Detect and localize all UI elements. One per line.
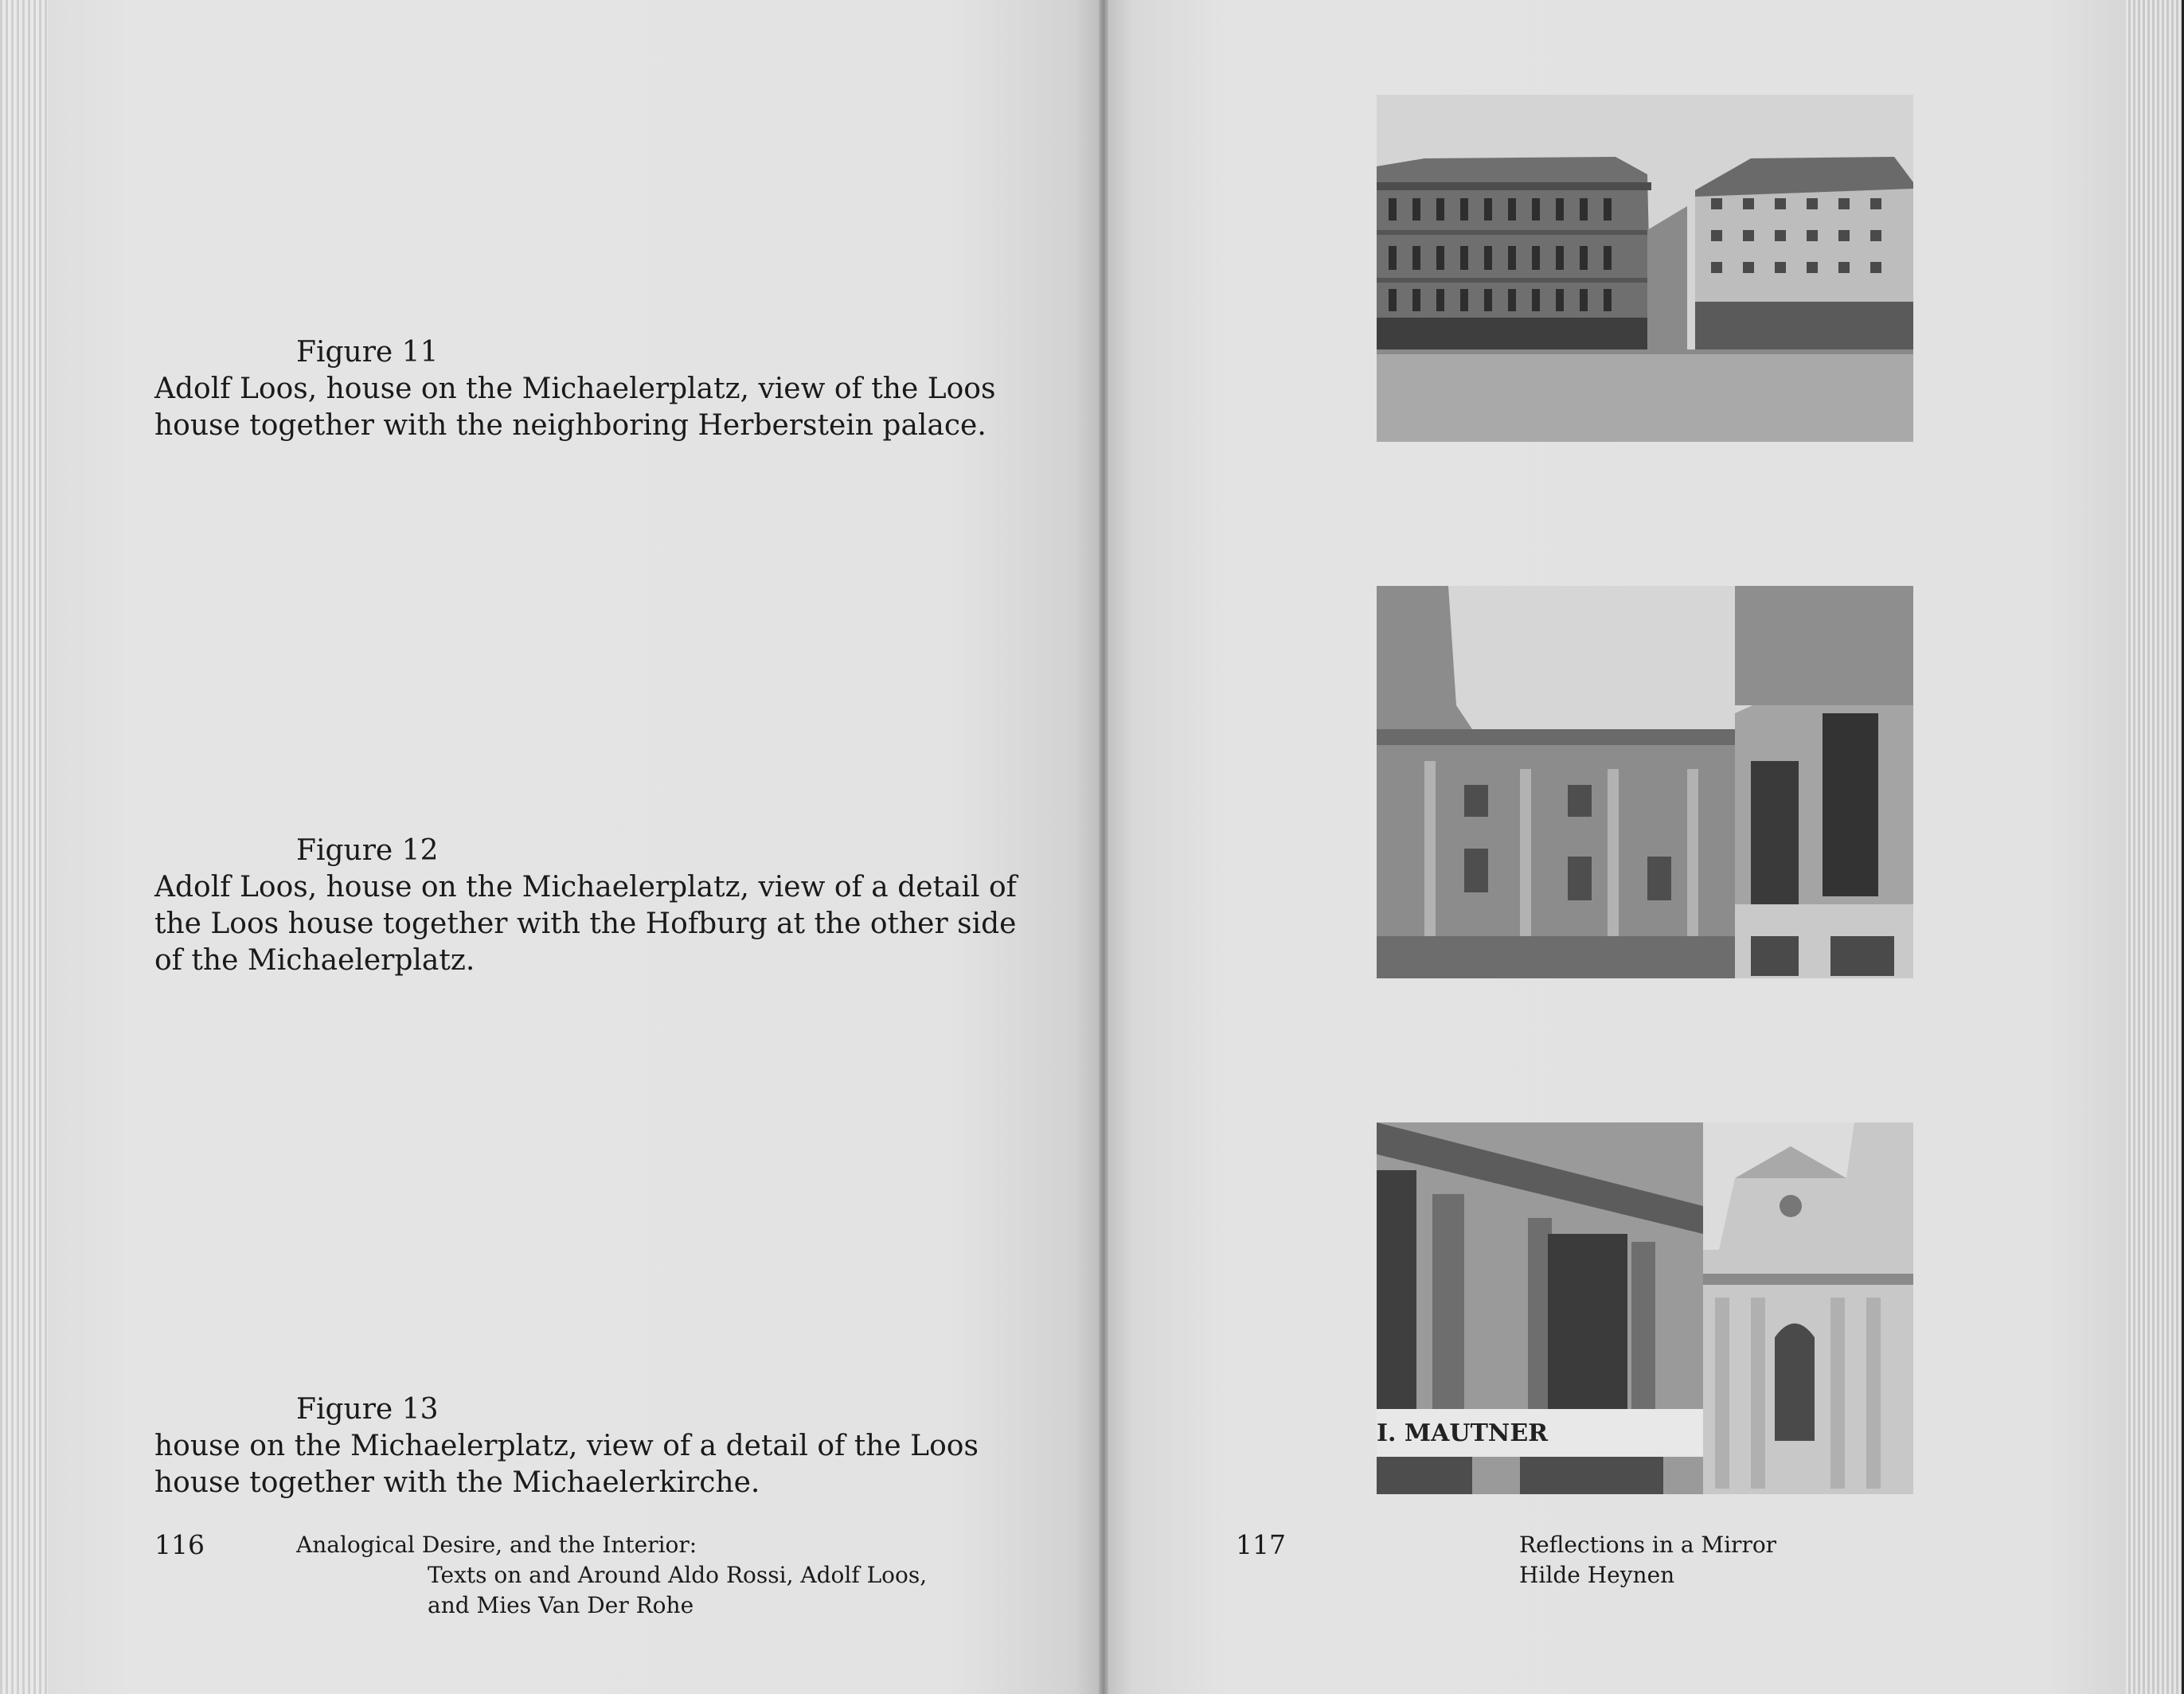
photo-figure-12 (1377, 586, 1913, 978)
page-edges-right (2126, 0, 2182, 1694)
figure-12-label: Figure 12 (296, 834, 439, 867)
page-number-left: 116 (154, 1529, 205, 1560)
figure-11-caption (154, 371, 996, 444)
running-head-left-2: Texts on and Around Aldo Rossi, Adolf Loos, (428, 1562, 928, 1588)
running-head-right-1: Reflections in a Mirror (1519, 1532, 1777, 1558)
figure-11-label: Figure 11 (296, 336, 439, 369)
running-head-left-1: Analogical Desire, and the Interior: (296, 1532, 697, 1558)
caption-line: Adolf Loos, house on the Michaelerplatz, view of a detail of (154, 871, 1017, 904)
sign-text: I. MAUTNER (1377, 1419, 1549, 1447)
photo-figure-11-image (1377, 95, 1913, 442)
caption-line: house on the Michaelerplatz, view of a detail of the Loos (154, 1430, 979, 1462)
caption-line: Adolf Loos, house on the Michaelerplatz, view of the Loos (154, 373, 996, 405)
figure-12-caption (154, 869, 1017, 979)
page-number-right: 117 (1236, 1529, 1286, 1560)
caption-line: the Loos house together with the Hofburg at the other side (154, 908, 1017, 940)
caption-line: house together with the neighboring Herberstein palace. (154, 409, 987, 442)
figure-13-label: Figure 13 (296, 1393, 439, 1426)
figure-13-caption (154, 1428, 979, 1501)
caption-line: house together with the Michaelerkirche. (154, 1466, 760, 1499)
running-head-left-3: and Mies Van Der Rohe (428, 1592, 694, 1618)
photo-figure-12-image (1377, 586, 1913, 978)
photo-figure-13 (1377, 1122, 1913, 1494)
photo-figure-13-image (1377, 1122, 1913, 1494)
running-head-right-2: Hilde Heynen (1519, 1562, 1675, 1588)
caption-line: of the Michaelerplatz. (154, 944, 475, 977)
book-gutter (1099, 0, 1108, 1694)
photo-figure-11 (1377, 95, 1913, 442)
